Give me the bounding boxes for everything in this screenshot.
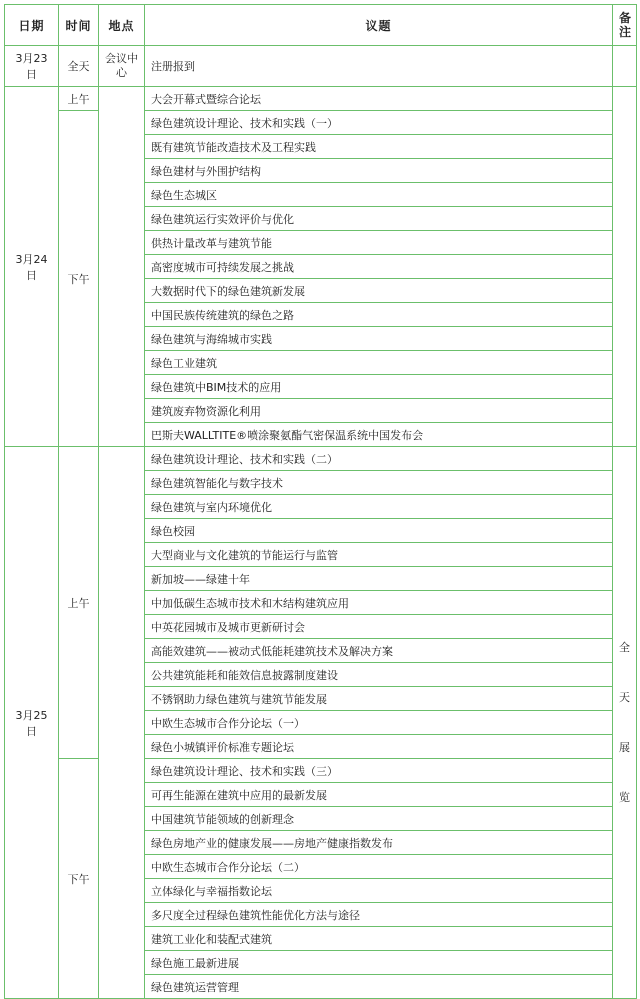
topic-cell: 多尺度全过程绿色建筑性能优化方法与途径 xyxy=(145,903,613,927)
header-notes xyxy=(613,5,637,46)
venue-line2: 心 xyxy=(116,66,127,79)
topic-cell: 新加坡——绿建十年 xyxy=(145,567,613,591)
time-cell: 下午 xyxy=(59,111,99,447)
topic-cell: 中国建筑节能领域的创新理念 xyxy=(145,807,613,831)
topic-cell: 绿色小城镇评价标准专题论坛 xyxy=(145,735,613,759)
topic-cell: 绿色建筑与海绵城市实践 xyxy=(145,327,613,351)
topic-cell: 不锈钢助力绿色建筑与建筑节能发展 xyxy=(145,687,613,711)
notes-char: 天 xyxy=(619,690,630,704)
topic-cell: 绿色建材与外围护结构 xyxy=(145,159,613,183)
topic-cell: 绿色房地产业的健康发展——房地产健康指数发布 xyxy=(145,831,613,855)
header-time: 时间 xyxy=(59,5,99,46)
header-notes-line1: 备 xyxy=(619,11,633,25)
date-cell: 3月25日 xyxy=(5,447,59,999)
venue-line1: 会议中 xyxy=(105,52,138,65)
agenda-table xyxy=(4,4,637,999)
topic-cell: 大会开幕式暨综合论坛 xyxy=(145,87,613,111)
header-notes-line2: 注 xyxy=(619,25,633,39)
topic-cell: 高密度城市可持续发展之挑战 xyxy=(145,255,613,279)
topic-cell: 大数据时代下的绿色建筑新发展 xyxy=(145,279,613,303)
header-date: 日期 xyxy=(5,5,59,46)
topic-cell: 绿色建筑运营管理 xyxy=(145,975,613,999)
venue-cell xyxy=(99,447,145,999)
notes-char: 全 xyxy=(619,640,630,654)
topic-cell: 绿色校园 xyxy=(145,519,613,543)
notes-char: 览 xyxy=(619,790,630,804)
topic-cell: 巴斯夫WALLTITE®喷涂聚氨酯气密保温系统中国发布会 xyxy=(145,423,613,447)
topic-cell: 大型商业与文化建筑的节能运行与监管 xyxy=(145,543,613,567)
notes-char: 展 xyxy=(619,740,630,754)
time-cell: 全天 xyxy=(59,46,99,87)
time-cell: 上午 xyxy=(59,447,99,759)
notes-empty-cell xyxy=(613,87,637,447)
topic-cell: 绿色工业建筑 xyxy=(145,351,613,375)
topic-cell: 绿色施工最新进展 xyxy=(145,951,613,975)
topic-cell: 中加低碳生态城市技术和木结构建筑应用 xyxy=(145,591,613,615)
topic-cell: 立体绿化与幸福指数论坛 xyxy=(145,879,613,903)
header-venue: 地点 xyxy=(99,5,145,46)
topic-cell: 绿色建筑设计理论、技术和实践（二） xyxy=(145,447,613,471)
time-cell: 下午 xyxy=(59,759,99,999)
topic-cell: 绿色建筑中BIM技术的应用 xyxy=(145,375,613,399)
venue-cell xyxy=(99,87,145,447)
topic-cell: 建筑废弃物资源化利用 xyxy=(145,399,613,423)
time-cell: 上午 xyxy=(59,87,99,111)
topic-cell: 注册报到 xyxy=(145,46,613,87)
topic-cell: 绿色生态城区 xyxy=(145,183,613,207)
topic-cell: 绿色建筑智能化与数字技术 xyxy=(145,471,613,495)
topic-cell: 高能效建筑——被动式低能耗建筑技术及解决方案 xyxy=(145,639,613,663)
table-row xyxy=(5,87,637,111)
topic-cell: 绿色建筑设计理论、技术和实践（三） xyxy=(145,759,613,783)
topic-cell: 建筑工业化和装配式建筑 xyxy=(145,927,613,951)
table-row-registration xyxy=(5,46,637,87)
venue-cell xyxy=(99,46,145,87)
date-cell: 3月24日 xyxy=(5,87,59,447)
notes-empty-cell xyxy=(613,46,637,87)
topic-cell: 绿色建筑运行实效评价与优化 xyxy=(145,207,613,231)
topic-cell: 绿色建筑设计理论、技术和实践（一） xyxy=(145,111,613,135)
topic-cell: 公共建筑能耗和能效信息披露制度建设 xyxy=(145,663,613,687)
topic-cell: 中英花园城市及城市更新研讨会 xyxy=(145,615,613,639)
topic-cell: 绿色建筑与室内环境优化 xyxy=(145,495,613,519)
date-cell: 3月23日 xyxy=(5,46,59,87)
topic-cell: 中欧生态城市合作分论坛（一） xyxy=(145,711,613,735)
topic-cell: 既有建筑节能改造技术及工程实践 xyxy=(145,135,613,159)
topic-cell: 可再生能源在建筑中应用的最新发展 xyxy=(145,783,613,807)
table-row xyxy=(5,447,637,471)
notes-cell xyxy=(613,447,637,999)
topic-cell: 中国民族传统建筑的绿色之路 xyxy=(145,303,613,327)
header-row xyxy=(5,5,637,46)
header-topic: 议题 xyxy=(145,5,613,46)
topic-cell: 供热计量改革与建筑节能 xyxy=(145,231,613,255)
topic-cell: 中欧生态城市合作分论坛（二） xyxy=(145,855,613,879)
